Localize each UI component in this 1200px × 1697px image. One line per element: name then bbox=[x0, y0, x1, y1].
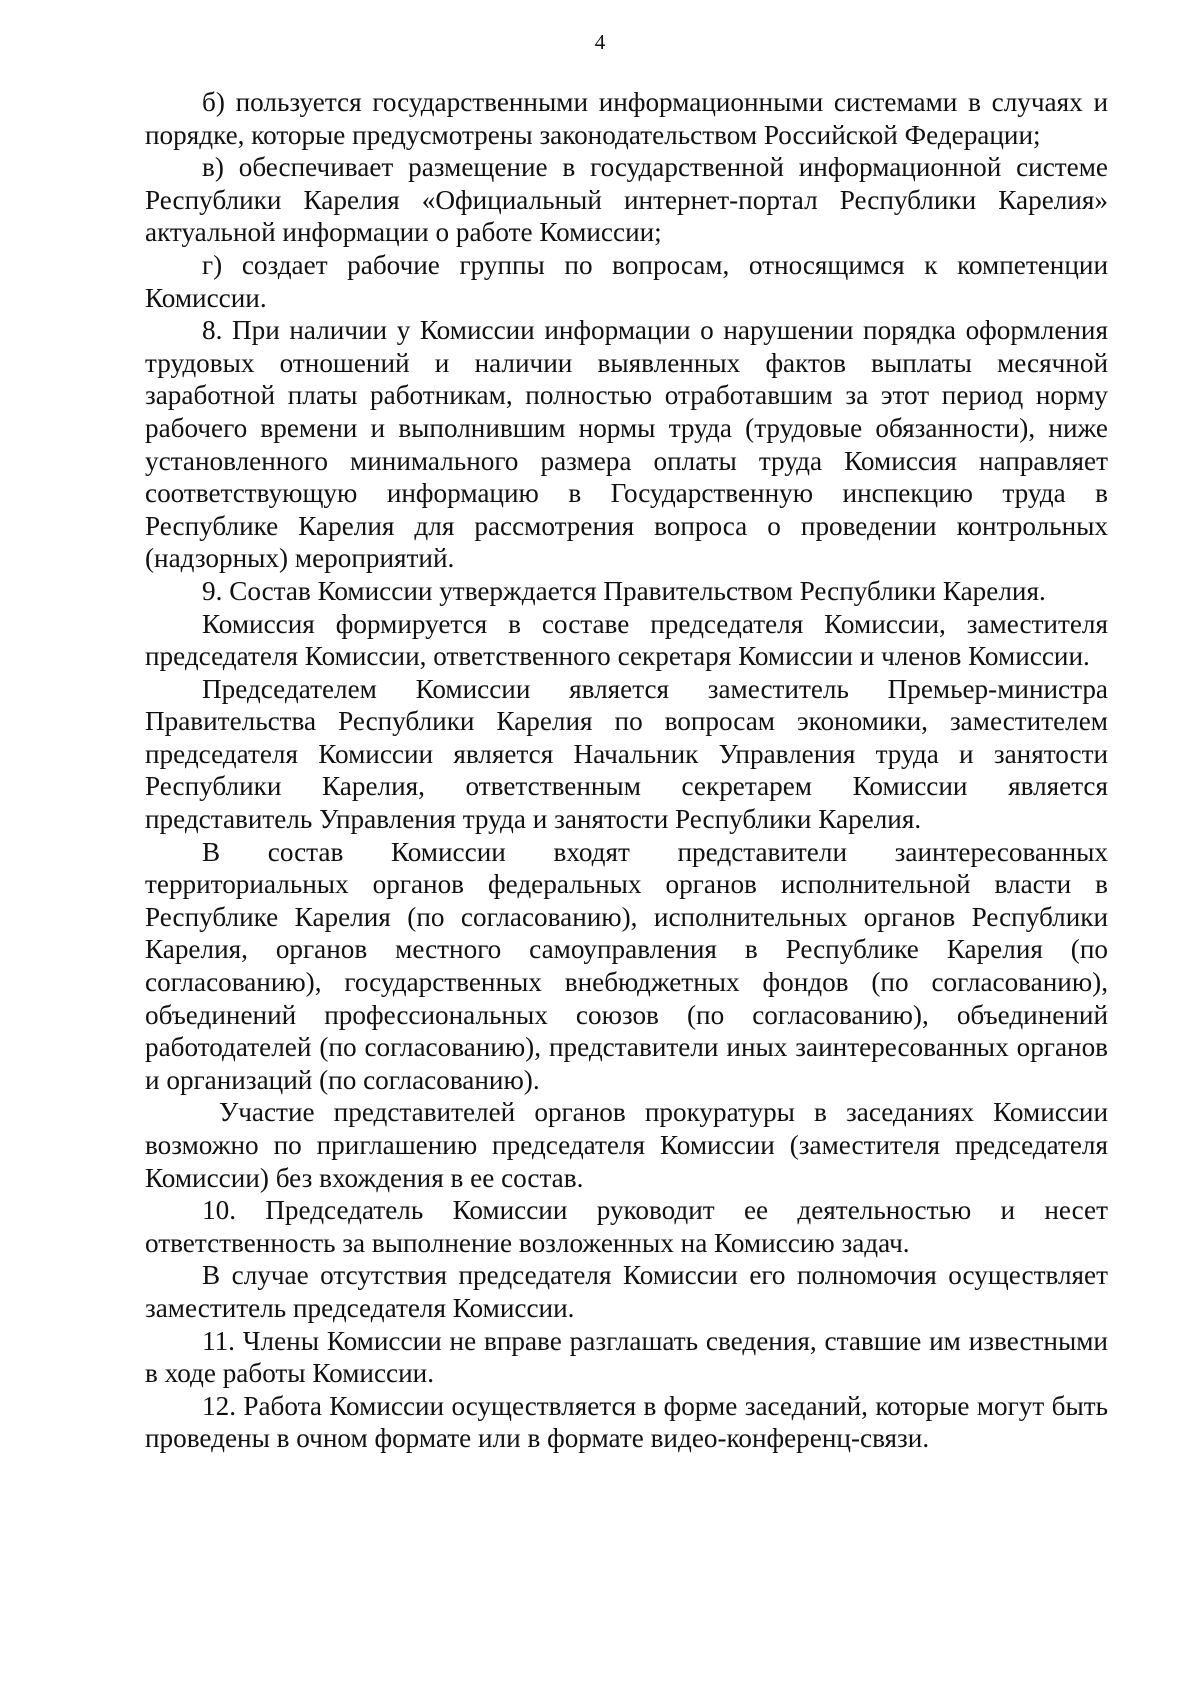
paragraph-7g: г) создает рабочие группы по вопросам, относящимся к компетенции Комиссии. bbox=[145, 249, 1108, 313]
document-body bbox=[145, 86, 1108, 1455]
paragraph-9: 9. Состав Комиссии утверждается Правительством Республики Карелия. bbox=[202, 575, 1046, 606]
paragraph-7b: б) пользуется государственными информационными системами в случаях и порядке, которые предусмотрены законодательством Российской Федерации; bbox=[145, 87, 1108, 150]
paragraph-9-prosecutors: Участие представителей органов прокуратуры в заседаниях Комиссии возможно по приглашению председателя Комиссии (заместителя председателя Комиссии) без вхождения в ее состав. bbox=[145, 1097, 1108, 1193]
paragraph-7v: в) обеспечивает размещение в государственной информационной системе Республики Карелия «Официальный интернет-портал Республики Карелия» актуальной информации о работе Комиссии; bbox=[145, 152, 1108, 248]
paragraph-12: 12. Работа Комиссии осуществляется в форме заседаний, которые могут быть проведены в очном формате или в формате видео-конференц-связи. bbox=[145, 1390, 1108, 1454]
paragraph-9-chairman: Председателем Комиссии является заместитель Премьер-министра Правительства Республики Карелия по вопросам экономики, заместителем председателя Комиссии является Начальник Управления труда и занятости Республики Карелия, ответственным секретарем Комиссии является представитель Управления труда и занятости Республики Карелия. bbox=[145, 673, 1108, 835]
paragraph-10: 10. Председатель Комиссии руководит ее деятельностью и несет ответственность за выполнение возложенных на Комиссию задач. bbox=[145, 1195, 1108, 1258]
paragraph-11: 11. Члены Комиссии не вправе разглашать сведения, ставшие им известными в ходе работы Комиссии. bbox=[145, 1325, 1108, 1389]
paragraph-10-absence: В случае отсутствия председателя Комиссии его полномочия осуществляет заместитель председателя Комиссии. bbox=[145, 1260, 1108, 1323]
paragraph-9-members: В состав Комиссии входят представители заинтересованных территориальных органов федеральных органов исполнительной власти в Республике Карелия (по согласованию), исполнительных органов Республики Карелия, органов местного самоуправления в Республике Карелия (по согласованию), государственных внебюджетных фондов (по согласованию), объединений профессиональных союзов (по согласованию), объединений работодателей (по согласованию), представители иных заинтересованных органов и организаций (по согласованию). bbox=[145, 836, 1108, 1095]
paragraph-9-composition: Комиссия формируется в составе председателя Комиссии, заместителя председателя Комиссии, ответственного секретаря Комиссии и членов Комиссии. bbox=[145, 608, 1108, 672]
paragraph-8: 8. При наличии у Комиссии информации о нарушении порядка оформления трудовых отношений и наличии выявленных фактов выплаты месячной заработной платы работникам, полностью отработавшим за этот период норму рабочего времени и выполнившим нормы труда (трудовые обязанности), ниже установленного минимального размера оплаты труда Комиссия направляет соответствующую информацию в Государственную инспекцию труда в Республике Карелия для рассмотрения вопроса о проведении контрольных (надзорных) мероприятий. bbox=[145, 315, 1108, 574]
page-number: 4 bbox=[594, 30, 606, 54]
